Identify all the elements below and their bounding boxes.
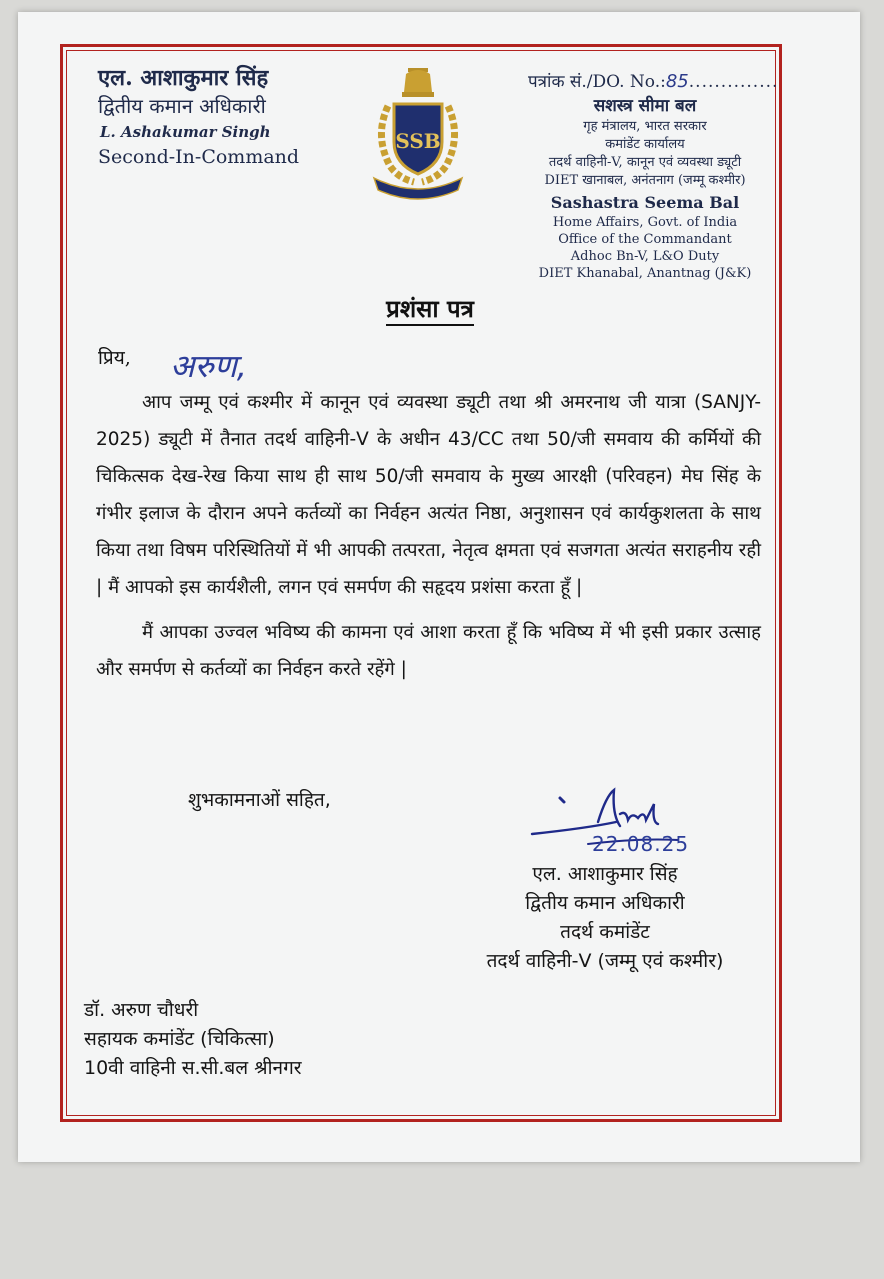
recipient-block bbox=[84, 996, 302, 1083]
reference-label: पत्रांक सं./DO. No.: bbox=[528, 72, 666, 92]
reference-row: पत्रांक सं./DO. No.:85.............. bbox=[528, 71, 779, 92]
signatory-designation: द्वितीय कमान अधिकारी bbox=[525, 892, 685, 914]
letter-title-text: प्रशंसा पत्र bbox=[386, 294, 474, 326]
salutation: प्रिय, bbox=[98, 347, 131, 369]
body-paragraph-1: आप जम्मू एवं कश्मीर में कानून एवं व्यवस्था ड्यूटी तथा श्री अमरनाथ जी यात्रा (SANJY-2025) ड्यूटी में तैनात तदर्थ वाहिनी-V के अधीन 43/CC तथा 50/जी समवाय की कर्मियों की चिकित्सक देख-रेख किया साथ ही साथ 50/जी समवाय के मुख्य आरक्षी (परिवहन) मेघ सिंह के गंभीर इलाज के दौरान अपने कर्तव्यों का निर्वहन अत्यंत निष्ठा, अनुशासन एवं कार्यकुशलता के साथ किया तथा विषम परिस्थितियों में भी आपकी तत्परता, नेतृत्व क्षमता एवं सजगता अत्यंत सराहनीय रही | मैं आपको इस कार्यशैली, लगन एवं समर्पण की सहृदय प्रशंसा करता हूँ | bbox=[96, 392, 761, 598]
sender-designation-english: Second-In-Command bbox=[98, 146, 300, 168]
office-block bbox=[520, 70, 779, 282]
location-hindi: DIET खानाबल, अनंतनाग (जम्मू कश्मीर) bbox=[544, 173, 746, 188]
location-english: DIET Khanabal, Anantnag (J&K) bbox=[538, 266, 752, 281]
addressee-handwritten: अरुण, bbox=[170, 347, 247, 385]
commandant-office-hindi: कमांडेंट कार्यालय bbox=[605, 137, 685, 152]
signatory-unit: तदर्थ वाहिनी-V (जम्मू एवं कश्मीर) bbox=[486, 950, 724, 972]
recipient-name: डॉ. अरुण चौधरी bbox=[84, 999, 199, 1021]
recipient-designation: सहायक कमांडेंट (चिकित्सा) bbox=[84, 1028, 275, 1050]
signatory-block bbox=[440, 860, 770, 976]
signature-date: 22.08.25 bbox=[592, 832, 690, 856]
ministry-hindi: गृह मंत्रालय, भारत सरकार bbox=[583, 119, 707, 134]
ministry-english: Home Affairs, Govt. of India bbox=[552, 215, 738, 230]
recipient-unit: 10वी वाहिनी स.सी.बल श्रीनगर bbox=[84, 1057, 302, 1079]
commandant-office-english: Office of the Commandant bbox=[558, 232, 732, 247]
body-paragraph-2: मैं आपका उज्वल भविष्य की कामना एवं आशा करता हूँ कि भविष्य में भी इसी प्रकार उत्साह और समर्पण से कर्तव्यों का निर्वहन करते रहेंगे | bbox=[96, 622, 761, 680]
org-name-english: Sashastra Seema Bal bbox=[550, 193, 740, 212]
letter-body bbox=[96, 384, 761, 688]
sender-name-hindi: एल. आशाकुमार सिंह bbox=[98, 65, 269, 91]
sender-block bbox=[98, 64, 299, 170]
org-name-hindi: सशस्त्र सीमा बल bbox=[593, 96, 697, 116]
signatory-name: एल. आशाकुमार सिंह bbox=[532, 863, 678, 885]
closing-line: शुभकामनाओं सहित, bbox=[188, 789, 331, 811]
sender-designation-hindi: द्वितीय कमान अधिकारी bbox=[98, 94, 266, 118]
signatory-role: तदर्थ कमांडेंट bbox=[560, 921, 650, 943]
letter-title bbox=[0, 292, 860, 325]
unit-hindi: तदर्थ वाहिनी-V, कानून एवं व्यवस्था ड्यूटी bbox=[548, 155, 742, 170]
reference-number: 85 bbox=[665, 71, 689, 92]
emblem-text: SSB bbox=[395, 129, 441, 153]
ssb-emblem-icon bbox=[368, 66, 468, 202]
unit-english: Adhoc Bn-V, L&O Duty bbox=[570, 249, 720, 264]
sender-name-english: L. Ashakumar Singh bbox=[100, 123, 271, 141]
